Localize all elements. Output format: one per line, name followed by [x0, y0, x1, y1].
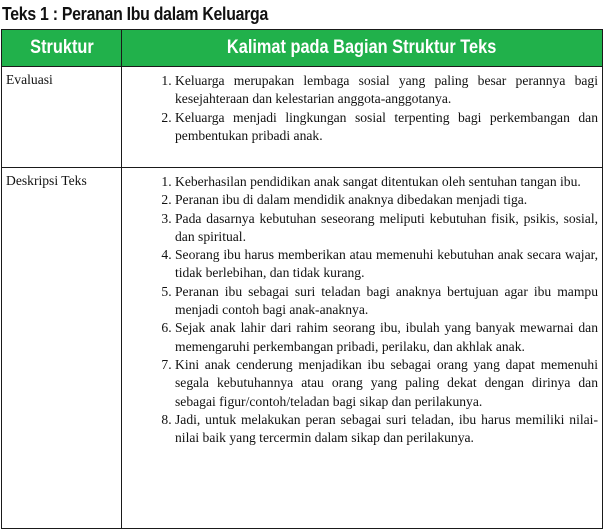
- list-item: 6. Sejak anak lahir dari rahim seorang ibu, ibulah yang banyak mewarnai dan memengaruhi perkembangan pribadi, perilaku, dan akhlak anak.: [175, 319, 598, 356]
- list-item: 1. Keluarga merupakan lembaga sosial yang paling besar perannya bagi kesejahteraan dan kelestarian anggota-anggotanya.: [175, 72, 598, 109]
- header-kalimat-label: Kalimat pada Bagian Struktur Teks: [227, 37, 497, 58]
- table-row-evaluasi: [2, 67, 603, 168]
- list-item: 2. Peranan ibu di dalam mendidik anaknya dibedakan menjadi tiga.: [175, 191, 598, 209]
- row-content-evaluasi: [122, 67, 603, 168]
- structure-table: [1, 29, 603, 529]
- list-item: 2. Keluarga menjadi lingkungan sosial terpenting bagi perkembangan dan pembentukan pribadi anak.: [175, 109, 598, 146]
- row-label-deskripsi: Deskripsi Teks: [2, 168, 122, 529]
- row-label-evaluasi: Evaluasi: [2, 67, 122, 168]
- list-item: 5. Peranan ibu sebagai suri teladan bagi anaknya bertujuan agar ibu mampu menjadi contoh bagi anak-anaknya.: [175, 283, 598, 320]
- list-item: 3. Pada dasarnya kebutuhan seseorang meliputi kebutuhan fisik, psikis, sosial, dan spiritual.: [175, 210, 598, 247]
- row-content-deskripsi: [122, 168, 603, 529]
- list-item: 1. Keberhasilan pendidikan anak sangat ditentukan oleh sentuhan tangan ibu.: [175, 173, 598, 191]
- document-title: Teks 1 : Peranan Ibu dalam Keluarga: [2, 4, 269, 24]
- header-kalimat: [122, 30, 603, 67]
- table-row-deskripsi: [2, 168, 603, 529]
- header-struktur: [2, 30, 122, 67]
- list-item: 4. Seorang ibu harus memberikan atau memenuhi kebutuhan anak secara wajar, tidak berlebihan, dan tidak kurang.: [175, 246, 598, 283]
- list-item: 7. Kini anak cenderung menjadikan ibu sebagai orang yang dapat memenuhi segala kebutuhannya atau orang yang paling dekat dengan dirinya dan sebagai figur/contoh/teladan bagi sikap dan perilakunya.: [175, 356, 598, 411]
- evaluasi-list: [123, 68, 601, 145]
- deskripsi-list: [123, 169, 601, 447]
- table-header-row: [2, 30, 603, 67]
- list-item: 8. Jadi, untuk melakukan peran sebagai suri teladan, ibu harus memiliki nilai-nilai baik yang tercermin dalam sikap dan perilakunya.: [175, 411, 598, 448]
- header-struktur-label: Struktur: [29, 37, 94, 58]
